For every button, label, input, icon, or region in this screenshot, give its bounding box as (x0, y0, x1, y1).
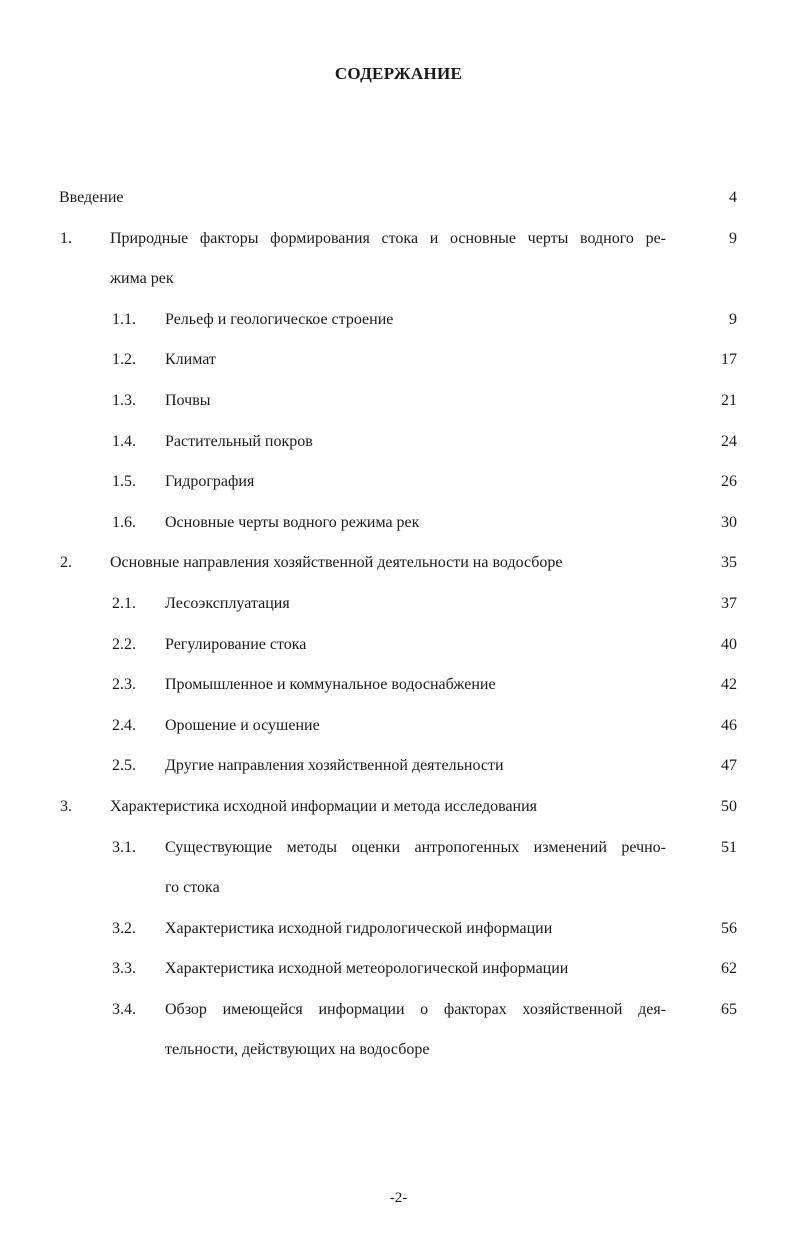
toc-entry-title (165, 462, 666, 503)
toc-entry (0, 503, 797, 544)
toc-entry-number: 2.1. (112, 594, 136, 612)
toc-entry (0, 828, 797, 909)
toc-entry-title (165, 381, 666, 422)
toc-entry-page: 42 (721, 676, 737, 694)
toc-entry (0, 909, 797, 950)
toc-entry-page: 47 (721, 757, 737, 775)
toc-entry-line: Регулирование стока (165, 635, 307, 653)
toc-entry-number: 1.1. (112, 310, 136, 328)
toc-entry-title (165, 422, 666, 463)
toc-entry-line: Характеристика исходной метеорологической информации (165, 960, 569, 978)
toc-entry-title (59, 178, 666, 219)
toc-entry-number: 1.6. (112, 513, 136, 531)
toc-entry-title (165, 909, 666, 950)
toc-entry-line: Орошение и осушение (165, 716, 320, 734)
toc-entry (0, 746, 797, 787)
toc-entry (0, 990, 797, 1071)
toc-entry (0, 462, 797, 503)
toc-entry (0, 381, 797, 422)
toc-entry-page: 21 (721, 391, 737, 409)
toc-entry-page: 30 (721, 513, 737, 531)
toc-entry-page: 35 (721, 554, 737, 572)
toc-entry-line: Климат (165, 351, 216, 369)
toc-entry-number: 2.5. (112, 757, 136, 775)
toc-entry-line: Лесоэксплуатация (165, 594, 290, 612)
page-title: СОДЕРЖАНИЕ (334, 64, 463, 83)
toc-entry-line: тельности, действующих на водосборе (165, 1041, 430, 1059)
toc-entry-line: го стока (165, 879, 220, 897)
toc-entry-page: 26 (721, 473, 737, 491)
toc-entry (0, 584, 797, 625)
toc-entry-title (165, 949, 666, 990)
toc-entry (0, 340, 797, 381)
toc-entry-number: 3.3. (112, 960, 136, 978)
toc-entry-title (165, 503, 666, 544)
toc-entry-line: Введение (59, 189, 124, 206)
toc-entry-line: Гидрография (165, 473, 255, 491)
toc-entry-line: Характеристика исходной информации и метода исследования (110, 797, 538, 815)
toc-entry-line: Растительный покров (165, 432, 313, 450)
toc-entry-title (165, 828, 666, 909)
toc-entry (0, 665, 797, 706)
toc-entry-title (165, 746, 666, 787)
toc-entry-page: 9 (729, 310, 737, 328)
toc-entry-page: 46 (721, 716, 737, 734)
toc-entry-number: 2. (60, 554, 72, 572)
toc-entry-title (165, 340, 666, 381)
toc-entry-page: 62 (721, 960, 737, 978)
toc-entry-line: Природные факторы формирования стока и основные черты водного ре- (110, 229, 666, 247)
toc-entry-line: жима рек (110, 270, 174, 288)
toc-entry-line: Обзор имеющейся информации о факторах хозяйственной дея- (165, 1000, 666, 1018)
toc-entry-line: Характеристика исходной гидрологической информации (165, 919, 553, 937)
toc-entry-line: Существующие методы оценки антропогенных изменений речно- (165, 838, 666, 856)
toc-entry-title (110, 543, 666, 584)
toc-entry (0, 219, 797, 300)
toc-entry-title (110, 787, 666, 828)
toc-entry-line: Почвы (165, 391, 211, 409)
toc-entry-title (165, 584, 666, 625)
toc-entry-page: 65 (721, 1000, 737, 1018)
toc-entry (0, 625, 797, 666)
toc-entry-page: 4 (729, 189, 737, 206)
table-of-contents (0, 178, 797, 1071)
toc-entry-page: 51 (721, 838, 737, 856)
toc-entry-number: 1. (60, 229, 72, 247)
toc-entry-number: 2.4. (112, 716, 136, 734)
toc-entry-title (165, 706, 666, 747)
toc-entry-line: Промышленное и коммунальное водоснабжение (165, 676, 496, 694)
toc-entry-line: Другие направления хозяйственной деятельности (165, 757, 504, 775)
toc-entry-number: 3.1. (112, 838, 136, 856)
toc-entry-page: 9 (729, 229, 737, 247)
toc-entry-number: 3.4. (112, 1000, 136, 1018)
toc-entry-title (165, 990, 666, 1071)
toc-entry-number: 1.5. (112, 473, 136, 491)
toc-entry-title (165, 625, 666, 666)
toc-entry-number: 1.4. (112, 432, 136, 450)
toc-entry (0, 706, 797, 747)
toc-entry-number: 1.3. (112, 391, 136, 409)
toc-entry-line: Основные черты водного режима рек (165, 513, 420, 531)
toc-entry (0, 300, 797, 341)
toc-entry (0, 543, 797, 584)
toc-entry-page: 56 (721, 919, 737, 937)
page-number: -2- (389, 1190, 408, 1206)
toc-entry (0, 422, 797, 463)
toc-entry-number: 2.3. (112, 676, 136, 694)
toc-entry-number: 3. (60, 797, 72, 815)
toc-entry-line: Рельеф и геологическое строение (165, 310, 394, 328)
toc-entry-title (165, 665, 666, 706)
toc-entry-number: 2.2. (112, 635, 136, 653)
toc-entry (0, 787, 797, 828)
toc-entry (0, 178, 797, 219)
toc-entry-page: 40 (721, 635, 737, 653)
toc-entry-page: 17 (721, 351, 737, 369)
toc-entry-page: 24 (721, 432, 737, 450)
toc-entry-page: 37 (721, 594, 737, 612)
toc-entry-number: 3.2. (112, 919, 136, 937)
toc-entry-page: 50 (721, 797, 737, 815)
toc-entry-title (110, 219, 666, 300)
toc-entry-line: Основные направления хозяйственной деятельности на водосборе (110, 554, 563, 572)
toc-entry (0, 949, 797, 990)
toc-entry-title (165, 300, 666, 341)
toc-entry-number: 1.2. (112, 351, 136, 369)
